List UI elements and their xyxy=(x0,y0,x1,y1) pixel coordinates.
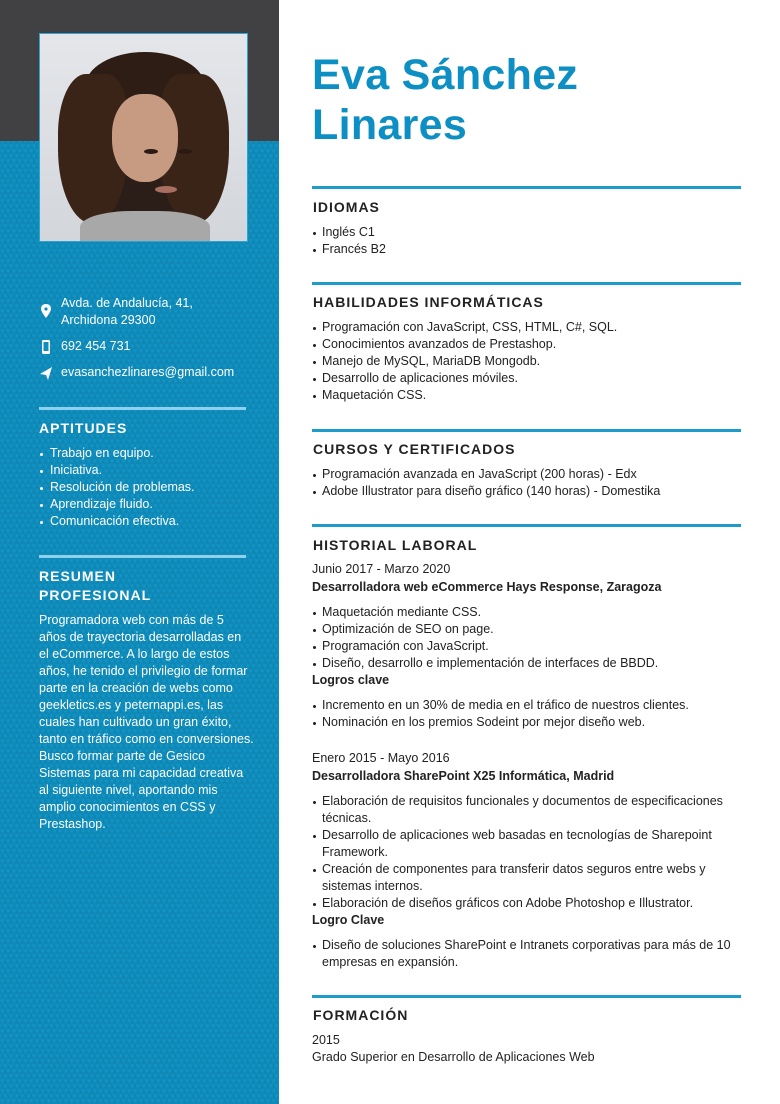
divider xyxy=(39,407,246,410)
list-item: Programación avanzada en JavaScript (200 horas) - Edx xyxy=(312,466,742,483)
job-1-role: Desarrolladora web eCommerce Hays Response, Zaragoza xyxy=(312,580,662,594)
address-line-1: Avda. de Andalucía, 41, xyxy=(61,296,193,310)
list-item: Desarrollo de aplicaciones móviles. xyxy=(312,370,742,387)
job-2-role: Desarrolladora SharePoint X25 Informática, Madrid xyxy=(312,769,615,783)
list-item: Desarrollo de aplicaciones web basadas en tecnologías de Sharepoint Framework. xyxy=(312,827,737,861)
list-item: Programación con JavaScript. xyxy=(312,638,742,655)
idiomas-title: IDIOMAS xyxy=(313,199,380,215)
resumen-title-line-1: RESUMEN xyxy=(39,568,117,584)
list-item: Francés B2 xyxy=(312,241,742,258)
resumen-title-line-2: PROFESIONAL xyxy=(39,587,152,603)
paper-plane-icon xyxy=(39,365,53,381)
name-line-2: Linares xyxy=(312,101,468,149)
section-divider xyxy=(312,282,741,285)
job-2-achievements xyxy=(312,937,737,971)
contact-phone xyxy=(39,338,254,356)
list-item: Inglés C1 xyxy=(312,224,742,241)
sidebar xyxy=(0,0,279,1104)
list-item: Optimización de SEO on page. xyxy=(312,621,742,638)
list-item: Elaboración de diseños gráficos con Adobe Photoshop e Illustrator. xyxy=(312,895,737,912)
historial-title: HISTORIAL LABORAL xyxy=(313,537,478,553)
cursos-title: CURSOS Y CERTIFICADOS xyxy=(313,441,516,457)
contact-address xyxy=(39,295,254,331)
resumen-text: Programadora web con más de 5 años de trayectoria desarrolladas en el eCommerce. A lo largo de estos años, he tenido el privilegio de formar parte en la creación de webs como geekletics.es y peternappi.es, las cuales han cultivado un gran éxito, tanto en tráfico como en conversiones. Busco formar parte de Gesico Sistemas para mi capacidad creativa al siguiente nivel, aportando mis amplio conocimientos en CSS y Prestashop. xyxy=(39,613,254,831)
list-item: Aprendizaje fluido. xyxy=(39,496,195,513)
formacion-degree: Grado Superior en Desarrollo de Aplicaciones Web xyxy=(312,1050,595,1064)
list-item: Resolución de problemas. xyxy=(39,479,195,496)
page-title xyxy=(312,50,578,150)
name-line-1: Eva Sánchez xyxy=(312,51,579,99)
list-item: Diseño de soluciones SharePoint e Intranets corporativas para más de 10 empresas en expansión. xyxy=(312,937,737,971)
contact-email xyxy=(39,364,254,382)
job-1-tasks xyxy=(312,604,742,672)
job-1-achievements-title: Logros clave xyxy=(312,673,390,687)
location-pin-icon xyxy=(39,303,53,319)
phone-number: 692 454 731 xyxy=(61,339,131,353)
email-address: evasanchezlinares@gmail.com xyxy=(61,365,235,379)
list-item: Maquetación CSS. xyxy=(312,387,742,404)
mobile-phone-icon xyxy=(39,339,53,355)
section-divider xyxy=(312,524,741,527)
address-line-2: Archidona 29300 xyxy=(61,313,156,327)
idiomas-list xyxy=(312,224,742,258)
habilidades-list xyxy=(312,319,742,404)
aptitudes-list xyxy=(39,445,195,530)
cursos-list xyxy=(312,466,742,500)
list-item: Iniciativa. xyxy=(39,462,195,479)
section-divider xyxy=(312,186,741,189)
list-item: Conocimientos avanzados de Prestashop. xyxy=(312,336,742,353)
list-item: Nominación en los premios Sodeint por mejor diseño web. xyxy=(312,714,742,731)
list-item: Incremento en un 30% de media en el tráfico de nuestros clientes. xyxy=(312,697,742,714)
section-divider xyxy=(312,429,741,432)
habilidades-title: HABILIDADES INFORMÁTICAS xyxy=(313,294,544,310)
formacion-title: FORMACIÓN xyxy=(313,1007,409,1023)
job-1-achievements xyxy=(312,697,742,731)
profile-photo xyxy=(39,33,248,242)
job-1-dates: Junio 2017 - Marzo 2020 xyxy=(312,562,451,576)
list-item: Comunicación efectiva. xyxy=(39,513,195,530)
list-item: Adobe Illustrator para diseño gráfico (140 horas) - Domestika xyxy=(312,483,742,500)
list-item: Maquetación mediante CSS. xyxy=(312,604,742,621)
list-item: Trabajo en equipo. xyxy=(39,445,195,462)
list-item: Diseño, desarrollo e implementación de interfaces de BBDD. xyxy=(312,655,742,672)
resumen-title xyxy=(39,567,151,605)
job-2-tasks xyxy=(312,793,737,912)
job-2-achievements-title: Logro Clave xyxy=(312,913,385,927)
list-item: Programación con JavaScript, CSS, HTML, C#, SQL. xyxy=(312,319,742,336)
list-item: Creación de componentes para transferir datos seguros entre webs y sistemas internos. xyxy=(312,861,737,895)
list-item: Manejo de MySQL, MariaDB Mongodb. xyxy=(312,353,742,370)
list-item: Elaboración de requisitos funcionales y documentos de especificaciones técnicas. xyxy=(312,793,737,827)
aptitudes-title: APTITUDES xyxy=(39,420,128,436)
job-2-dates: Enero 2015 - Mayo 2016 xyxy=(312,751,450,765)
divider xyxy=(39,555,246,558)
formacion-year: 2015 xyxy=(312,1033,340,1047)
section-divider xyxy=(312,995,741,998)
